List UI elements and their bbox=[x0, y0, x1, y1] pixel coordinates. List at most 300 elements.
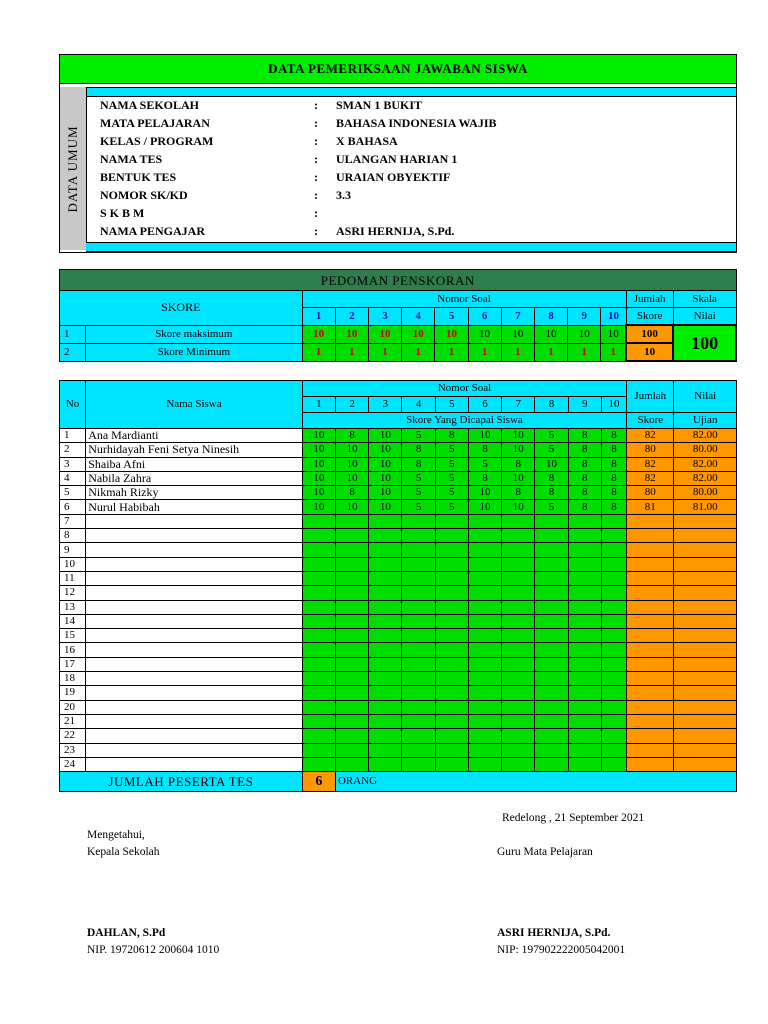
student-score bbox=[302, 657, 335, 671]
student-score bbox=[335, 571, 368, 585]
guru-nip: NIP: 197902222005042001 bbox=[497, 944, 626, 956]
pedoman-score: 10 bbox=[568, 325, 601, 343]
student-score bbox=[535, 714, 568, 728]
student-score bbox=[335, 729, 368, 743]
student-score bbox=[535, 529, 568, 543]
soal-number: 2 bbox=[335, 308, 368, 326]
skore-dicapai-header: Skore Yang Dicapai Siswa bbox=[302, 413, 626, 429]
student-name bbox=[86, 714, 303, 728]
student-name bbox=[86, 600, 303, 614]
student-score bbox=[535, 672, 568, 686]
pedoman-score: 10 bbox=[368, 325, 401, 343]
info-colon: : bbox=[314, 134, 318, 148]
student-score bbox=[502, 557, 535, 571]
student-score bbox=[302, 757, 335, 771]
student-score bbox=[601, 672, 626, 686]
student-score bbox=[535, 729, 568, 743]
side-label bbox=[60, 87, 87, 250]
student-score: 5 bbox=[435, 443, 468, 457]
student-jumlah bbox=[627, 586, 674, 600]
student-nilai: 82.00 bbox=[674, 471, 737, 485]
student-score bbox=[402, 657, 435, 671]
student-score bbox=[435, 757, 468, 771]
student-score: 8 bbox=[468, 471, 501, 485]
soal-number: 8 bbox=[535, 397, 568, 413]
soal-number: 7 bbox=[502, 397, 535, 413]
soal-number: 5 bbox=[435, 397, 468, 413]
student-score: 10 bbox=[502, 471, 535, 485]
pedoman-jumlah: 10 bbox=[626, 343, 673, 361]
pedoman-score: 1 bbox=[601, 343, 626, 361]
student-score: 10 bbox=[468, 429, 501, 443]
student-score bbox=[535, 743, 568, 757]
student-score bbox=[435, 586, 468, 600]
student-score bbox=[535, 514, 568, 528]
student-score bbox=[535, 643, 568, 657]
table-row bbox=[60, 700, 737, 714]
pedoman-score: 1 bbox=[302, 343, 335, 361]
student-score bbox=[601, 614, 626, 628]
pedoman-score: 10 bbox=[468, 325, 501, 343]
student-score bbox=[402, 700, 435, 714]
student-score bbox=[568, 614, 601, 628]
nomor-soal-header: Nomor Soal bbox=[302, 291, 626, 308]
row-number: 19 bbox=[60, 686, 86, 700]
student-table-panel bbox=[59, 380, 737, 792]
row-number: 24 bbox=[60, 757, 86, 771]
student-score bbox=[302, 629, 335, 643]
student-jumlah: 82 bbox=[627, 457, 674, 471]
soal-number: 9 bbox=[568, 397, 601, 413]
student-score: 10 bbox=[302, 500, 335, 514]
student-name bbox=[86, 543, 303, 557]
student-score bbox=[535, 614, 568, 628]
student-score bbox=[435, 614, 468, 628]
student-score bbox=[402, 672, 435, 686]
student-score bbox=[435, 700, 468, 714]
row-number: 1 bbox=[60, 429, 86, 443]
student-name bbox=[86, 672, 303, 686]
student-score bbox=[335, 672, 368, 686]
student-nilai bbox=[674, 757, 737, 771]
student-score: 8 bbox=[601, 429, 626, 443]
student-score bbox=[535, 629, 568, 643]
soal-number: 1 bbox=[302, 397, 335, 413]
student-score bbox=[502, 614, 535, 628]
soal-number: 4 bbox=[402, 397, 435, 413]
student-nilai bbox=[674, 629, 737, 643]
student-name bbox=[86, 529, 303, 543]
student-score bbox=[369, 557, 402, 571]
info-value: SMAN 1 BUKIT bbox=[336, 98, 423, 112]
student-nilai bbox=[674, 514, 737, 528]
info-value: X BAHASA bbox=[336, 134, 398, 148]
soal-number: 9 bbox=[568, 308, 601, 326]
student-score bbox=[302, 643, 335, 657]
info-colon: : bbox=[314, 116, 318, 130]
student-score bbox=[468, 729, 501, 743]
pedoman-jumlah: 100 bbox=[626, 325, 673, 343]
student-nilai bbox=[674, 614, 737, 628]
student-score bbox=[568, 700, 601, 714]
student-score bbox=[535, 686, 568, 700]
row-number: 12 bbox=[60, 586, 86, 600]
table-row bbox=[60, 543, 737, 557]
student-score: 8 bbox=[402, 443, 435, 457]
student-score bbox=[402, 629, 435, 643]
soal-number: 1 bbox=[302, 308, 335, 326]
student-score bbox=[369, 643, 402, 657]
student-score bbox=[302, 614, 335, 628]
student-score bbox=[435, 714, 468, 728]
nama-siswa-header: Nama Siswa bbox=[86, 381, 303, 429]
info-value: ULANGAN HARIAN 1 bbox=[336, 152, 458, 166]
student-jumlah bbox=[627, 672, 674, 686]
student-score bbox=[601, 629, 626, 643]
student-score bbox=[502, 600, 535, 614]
student-score: 10 bbox=[369, 429, 402, 443]
student-score bbox=[601, 514, 626, 528]
student-score: 8 bbox=[568, 457, 601, 471]
student-name bbox=[86, 629, 303, 643]
student-score: 10 bbox=[302, 429, 335, 443]
student-jumlah: 82 bbox=[627, 429, 674, 443]
pedoman-score: 1 bbox=[402, 343, 435, 361]
row-number: 10 bbox=[60, 557, 86, 571]
student-score bbox=[601, 700, 626, 714]
student-score: 8 bbox=[601, 443, 626, 457]
student-score bbox=[402, 686, 435, 700]
student-score bbox=[335, 614, 368, 628]
student-score: 10 bbox=[468, 486, 501, 500]
student-score bbox=[568, 529, 601, 543]
student-score bbox=[435, 672, 468, 686]
info-label: NOMOR SK/KD bbox=[100, 188, 188, 202]
student-score bbox=[468, 643, 501, 657]
student-score bbox=[502, 729, 535, 743]
info-value: BAHASA INDONESIA WAJIB bbox=[336, 116, 497, 130]
student-score bbox=[502, 714, 535, 728]
student-score bbox=[369, 571, 402, 585]
student-score bbox=[435, 600, 468, 614]
student-score bbox=[468, 557, 501, 571]
student-score bbox=[568, 557, 601, 571]
student-score bbox=[468, 514, 501, 528]
student-score bbox=[601, 729, 626, 743]
student-score bbox=[468, 672, 501, 686]
pedoman-row-no: 2 bbox=[60, 343, 86, 361]
student-score bbox=[402, 729, 435, 743]
student-name: Nabila Zahra bbox=[86, 471, 303, 485]
student-nilai bbox=[674, 586, 737, 600]
student-score bbox=[535, 657, 568, 671]
jumlah-peserta-value: 6 bbox=[302, 772, 335, 792]
info-value: ASRI HERNIJA, S.Pd. bbox=[336, 224, 455, 238]
student-score bbox=[302, 514, 335, 528]
table-row bbox=[60, 486, 737, 500]
skore-header: Skore bbox=[627, 413, 674, 429]
student-score bbox=[601, 600, 626, 614]
student-nilai bbox=[674, 743, 737, 757]
student-score bbox=[568, 672, 601, 686]
row-number: 22 bbox=[60, 729, 86, 743]
pedoman-title: PEDOMAN PENSKORAN bbox=[60, 270, 737, 291]
student-score bbox=[568, 543, 601, 557]
student-nilai bbox=[674, 600, 737, 614]
student-score bbox=[468, 586, 501, 600]
student-score bbox=[468, 657, 501, 671]
student-score bbox=[502, 743, 535, 757]
student-score bbox=[369, 529, 402, 543]
student-score bbox=[302, 586, 335, 600]
info-colon: : bbox=[314, 188, 318, 202]
student-score: 8 bbox=[402, 457, 435, 471]
student-nilai: 80.00 bbox=[674, 443, 737, 457]
student-score bbox=[568, 629, 601, 643]
nomor-soal-header: Nomor Soal bbox=[302, 381, 626, 397]
row-number: 17 bbox=[60, 657, 86, 671]
student-jumlah bbox=[627, 600, 674, 614]
jumlah-header: Jumlah bbox=[627, 381, 674, 413]
student-score: 10 bbox=[369, 471, 402, 485]
student-jumlah bbox=[627, 543, 674, 557]
student-score bbox=[369, 743, 402, 757]
student-score: 8 bbox=[468, 443, 501, 457]
student-score bbox=[402, 614, 435, 628]
student-nilai bbox=[674, 714, 737, 728]
info-colon: : bbox=[314, 152, 318, 166]
student-score bbox=[369, 514, 402, 528]
student-name bbox=[86, 643, 303, 657]
student-score bbox=[402, 643, 435, 657]
student-jumlah bbox=[627, 714, 674, 728]
student-score: 5 bbox=[402, 500, 435, 514]
pedoman-score: 10 bbox=[601, 325, 626, 343]
student-score bbox=[568, 600, 601, 614]
row-number: 6 bbox=[60, 500, 86, 514]
student-score bbox=[302, 686, 335, 700]
soal-number: 3 bbox=[369, 397, 402, 413]
student-score bbox=[535, 586, 568, 600]
row-number: 3 bbox=[60, 457, 86, 471]
student-score: 10 bbox=[369, 457, 402, 471]
student-score bbox=[468, 629, 501, 643]
header-panel bbox=[59, 54, 737, 253]
jumlah-subheader: Skore bbox=[626, 308, 673, 326]
student-score bbox=[435, 629, 468, 643]
row-number: 7 bbox=[60, 514, 86, 528]
student-score bbox=[468, 743, 501, 757]
student-jumlah bbox=[627, 571, 674, 585]
student-name bbox=[86, 586, 303, 600]
student-score bbox=[369, 614, 402, 628]
student-score bbox=[601, 571, 626, 585]
table-row bbox=[60, 614, 737, 628]
student-score bbox=[335, 557, 368, 571]
student-name bbox=[86, 700, 303, 714]
table-row bbox=[60, 714, 737, 728]
jumlah-peserta-label: JUMLAH PESERTA TES bbox=[60, 772, 303, 792]
student-score: 8 bbox=[601, 471, 626, 485]
student-score bbox=[601, 557, 626, 571]
student-score bbox=[302, 672, 335, 686]
student-score bbox=[369, 657, 402, 671]
student-jumlah: 82 bbox=[627, 471, 674, 485]
info-label: MATA PELAJARAN bbox=[100, 116, 210, 130]
student-jumlah bbox=[627, 643, 674, 657]
student-score bbox=[335, 643, 368, 657]
student-score bbox=[435, 557, 468, 571]
jumlah-peserta-row bbox=[60, 772, 737, 792]
pedoman-score: 10 bbox=[335, 325, 368, 343]
student-nilai bbox=[674, 686, 737, 700]
table-row bbox=[60, 429, 737, 443]
student-score bbox=[435, 529, 468, 543]
soal-number: 3 bbox=[368, 308, 401, 326]
table-row bbox=[60, 672, 737, 686]
student-jumlah: 81 bbox=[627, 500, 674, 514]
student-score: 5 bbox=[435, 457, 468, 471]
row-number: 2 bbox=[60, 443, 86, 457]
table-row bbox=[60, 743, 737, 757]
row-number: 4 bbox=[60, 471, 86, 485]
student-score bbox=[568, 514, 601, 528]
student-score bbox=[601, 543, 626, 557]
student-score: 10 bbox=[502, 429, 535, 443]
student-score bbox=[302, 714, 335, 728]
student-nilai bbox=[674, 571, 737, 585]
student-nilai bbox=[674, 643, 737, 657]
student-score bbox=[435, 686, 468, 700]
pedoman-score: 1 bbox=[501, 343, 534, 361]
student-score: 10 bbox=[302, 457, 335, 471]
student-score bbox=[369, 700, 402, 714]
student-score: 5 bbox=[468, 457, 501, 471]
student-score bbox=[369, 586, 402, 600]
info-label: BENTUK TES bbox=[100, 170, 177, 184]
student-score bbox=[402, 571, 435, 585]
ujian-header: Ujian bbox=[674, 413, 737, 429]
pedoman-row-label: Skore maksimum bbox=[86, 325, 302, 343]
nilai-subheader: Nilai bbox=[673, 308, 736, 326]
orang-label: ORANG bbox=[335, 772, 736, 792]
student-score bbox=[335, 529, 368, 543]
student-score: 8 bbox=[601, 486, 626, 500]
no-header: No bbox=[60, 381, 86, 429]
row-number: 11 bbox=[60, 571, 86, 585]
student-score bbox=[468, 714, 501, 728]
student-score: 8 bbox=[601, 500, 626, 514]
page-title: DATA PEMERIKSAAN JAWABAN SISWA bbox=[60, 55, 736, 84]
student-score bbox=[369, 600, 402, 614]
student-name: Shaiba Afni bbox=[86, 457, 303, 471]
student-score bbox=[335, 586, 368, 600]
student-score: 10 bbox=[335, 457, 368, 471]
info-label: S K B M bbox=[100, 206, 145, 220]
student-score: 10 bbox=[535, 457, 568, 471]
student-score bbox=[402, 514, 435, 528]
student-score bbox=[535, 700, 568, 714]
student-name: Nurhidayah Feni Setya Ninesih bbox=[86, 443, 303, 457]
student-score bbox=[335, 600, 368, 614]
jumlah-header: Jumlah bbox=[626, 291, 673, 308]
soal-number: 8 bbox=[534, 308, 567, 326]
soal-number: 6 bbox=[468, 308, 501, 326]
student-score: 8 bbox=[568, 443, 601, 457]
info-label: KELAS / PROGRAM bbox=[100, 134, 214, 148]
student-score bbox=[468, 686, 501, 700]
student-score: 8 bbox=[568, 486, 601, 500]
student-score: 10 bbox=[335, 500, 368, 514]
student-name bbox=[86, 571, 303, 585]
soal-number: 7 bbox=[501, 308, 534, 326]
student-score: 8 bbox=[568, 500, 601, 514]
student-score bbox=[302, 700, 335, 714]
student-score: 8 bbox=[435, 429, 468, 443]
student-score bbox=[468, 529, 501, 543]
student-nilai bbox=[674, 672, 737, 686]
row-number: 5 bbox=[60, 486, 86, 500]
student-nilai: 81.00 bbox=[674, 500, 737, 514]
pedoman-score: 10 bbox=[534, 325, 567, 343]
student-score: 5 bbox=[402, 486, 435, 500]
info-label: NAMA SEKOLAH bbox=[100, 98, 200, 112]
row-number: 23 bbox=[60, 743, 86, 757]
table-row bbox=[60, 457, 737, 471]
student-jumlah bbox=[627, 700, 674, 714]
table-row bbox=[60, 557, 737, 571]
info-value: 3.3 bbox=[336, 188, 351, 202]
pedoman-score: 1 bbox=[568, 343, 601, 361]
info-value: URAIAN OBYEKTIF bbox=[336, 170, 451, 184]
student-score bbox=[402, 529, 435, 543]
student-score bbox=[335, 629, 368, 643]
student-score bbox=[402, 586, 435, 600]
student-score: 10 bbox=[335, 471, 368, 485]
soal-number: 10 bbox=[601, 308, 626, 326]
table-row bbox=[60, 757, 737, 771]
table-row bbox=[60, 443, 737, 457]
student-table bbox=[59, 380, 737, 792]
header-divider-bottom bbox=[86, 242, 736, 252]
student-score bbox=[601, 586, 626, 600]
student-score bbox=[568, 657, 601, 671]
skala-value: 100 bbox=[673, 325, 736, 361]
student-name: Ana Mardianti bbox=[86, 429, 303, 443]
student-score bbox=[402, 557, 435, 571]
student-score bbox=[502, 700, 535, 714]
pedoman-score: 10 bbox=[501, 325, 534, 343]
row-number: 16 bbox=[60, 643, 86, 657]
student-score bbox=[302, 529, 335, 543]
student-score bbox=[601, 529, 626, 543]
student-score bbox=[568, 686, 601, 700]
student-score bbox=[502, 586, 535, 600]
student-jumlah bbox=[627, 557, 674, 571]
student-score bbox=[601, 743, 626, 757]
student-score bbox=[535, 571, 568, 585]
student-score: 8 bbox=[502, 457, 535, 471]
student-jumlah bbox=[627, 514, 674, 528]
student-score bbox=[502, 686, 535, 700]
row-number: 13 bbox=[60, 600, 86, 614]
nilai-header: Nilai bbox=[674, 381, 737, 413]
student-jumlah: 80 bbox=[627, 486, 674, 500]
student-score bbox=[369, 672, 402, 686]
table-row bbox=[60, 600, 737, 614]
guru-label: Guru Mata Pelajaran bbox=[497, 846, 593, 858]
student-score: 8 bbox=[568, 471, 601, 485]
